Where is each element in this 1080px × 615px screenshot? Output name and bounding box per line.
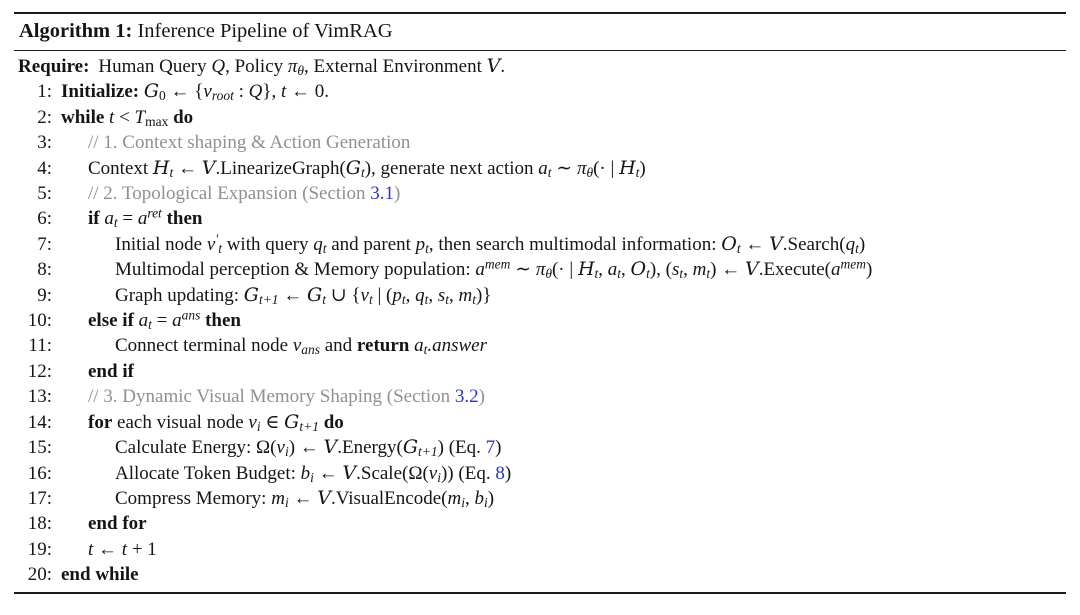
algorithm-title-label: Algorithm 1: — [19, 20, 133, 42]
algo-line-11 — [14, 333, 1066, 358]
subscript: t — [706, 266, 711, 282]
line-number: 8: — [37, 259, 52, 281]
text: ∼ — [551, 157, 577, 179]
subscript: t — [322, 240, 327, 256]
math-var: b — [474, 487, 484, 509]
math-cal: V — [486, 55, 501, 77]
keyword: end while — [61, 564, 139, 586]
math-var: a — [172, 310, 182, 332]
line-content — [61, 283, 491, 308]
subscript: θ — [545, 266, 552, 282]
algo-line-7 — [14, 232, 1066, 257]
subscript: t — [679, 266, 684, 282]
line-number: 13: — [27, 386, 52, 408]
algo-line-6 — [14, 206, 1066, 231]
line-content — [61, 562, 139, 587]
subscript: t — [617, 266, 622, 282]
subscript: t+1 — [299, 418, 319, 434]
text: , — [683, 259, 693, 281]
math-var: a — [137, 208, 148, 230]
math-var: v — [248, 411, 257, 433]
line-number: 6: — [37, 208, 52, 230]
subscript: t — [401, 291, 406, 307]
text: Graph updating: — [115, 284, 244, 306]
subscript: t — [218, 240, 222, 256]
subscript: i — [284, 494, 289, 510]
keyword: return — [356, 335, 410, 357]
math-var: m — [271, 487, 285, 509]
subscript: t — [445, 291, 450, 307]
line-number: 1: — [37, 81, 52, 103]
math-var: v — [276, 437, 285, 459]
text: : — [233, 81, 249, 103]
math-var: p — [392, 284, 402, 306]
line-number: 4: — [37, 157, 52, 179]
math-var: T — [134, 106, 146, 128]
math-var: v — [292, 335, 302, 357]
text: + 1 — [127, 538, 157, 560]
math-cal: G — [345, 156, 361, 179]
line-content — [61, 537, 157, 562]
math-cal: V — [317, 486, 331, 509]
math-var: t — [280, 81, 287, 103]
subscript: i — [483, 494, 488, 510]
require-label: Require: — [18, 56, 90, 77]
math-var: b — [300, 462, 311, 484]
math-cal: V — [323, 436, 338, 459]
line-number: 11: — [28, 335, 52, 357]
math-var: a — [138, 310, 149, 332]
keyword: end for — [88, 513, 147, 535]
math-cal: G — [243, 283, 259, 306]
math-cal: G — [402, 436, 419, 459]
subscript: t — [635, 164, 640, 180]
line-content — [61, 486, 494, 511]
text: Context — [88, 157, 153, 179]
line-number: 16: — [27, 462, 52, 484]
text: ), ( — [649, 259, 672, 281]
math-cal: V — [201, 156, 216, 179]
math-var: π — [576, 157, 587, 179]
superscript: ret — [147, 205, 162, 221]
text: ← 0. — [286, 81, 330, 103]
math-var: m — [692, 259, 707, 281]
keyword: do — [173, 106, 194, 128]
algorithm-box — [14, 12, 1066, 594]
text: with query — [221, 233, 314, 255]
text: ), generate next action — [364, 157, 539, 179]
text: . — [500, 56, 506, 77]
text: ) — [865, 259, 873, 281]
line-content — [61, 181, 400, 206]
line-content — [61, 511, 147, 536]
algo-line-3 — [14, 130, 1066, 155]
math-var: q — [313, 233, 323, 255]
text: ← — [173, 157, 202, 179]
math-cal: G — [284, 410, 300, 433]
text: and parent — [326, 233, 416, 255]
line-content — [61, 130, 410, 155]
line-content — [61, 156, 646, 181]
algorithm-title — [14, 14, 1066, 50]
line-number: 5: — [37, 183, 52, 205]
subscript: t — [646, 266, 650, 282]
math-var: π — [287, 56, 298, 77]
text: .Search( — [782, 233, 846, 255]
algo-line-17 — [14, 486, 1066, 511]
text: .LinearizeGraph( — [215, 157, 346, 179]
text: ) — [858, 233, 866, 255]
comment-text: // 1. Context shaping & Action Generation — [88, 132, 411, 154]
math-var: Q — [248, 81, 263, 103]
algo-line-19 — [14, 537, 1066, 562]
subscript: i — [284, 444, 289, 460]
text: .VisualEncode( — [330, 487, 448, 509]
keyword: end if — [88, 360, 134, 382]
algo-line-18 — [14, 511, 1066, 536]
subscript: θ — [297, 62, 305, 78]
keyword: if — [88, 208, 100, 230]
math-cal: H — [619, 156, 636, 179]
math-cal: O — [721, 232, 737, 255]
text: , then search multimodal information: — [428, 233, 722, 255]
subscript: t — [425, 240, 429, 256]
text: , Policy — [225, 56, 288, 77]
line-number: 10: — [27, 310, 52, 332]
algo-line-2 — [14, 105, 1066, 130]
text: | ( — [372, 284, 393, 306]
section-link-3-2[interactable]: 3.2 — [454, 386, 479, 408]
keyword: else if — [88, 310, 134, 332]
line-number: 9: — [37, 284, 52, 306]
subscript: t — [322, 291, 326, 307]
text: ← — [313, 462, 343, 484]
math-var: a — [414, 335, 424, 357]
algo-line-5 — [14, 181, 1066, 206]
math-var: a — [607, 259, 618, 281]
section-link-3-1[interactable]: 3.1 — [370, 183, 394, 205]
text: .Execute( — [758, 259, 831, 281]
algo-line-9 — [14, 283, 1066, 308]
subscript: t — [547, 164, 552, 180]
line-number: 18: — [27, 513, 52, 535]
line-number: 12: — [27, 360, 52, 382]
math-var: v — [360, 284, 369, 306]
subscript: i — [437, 469, 441, 485]
line-content — [61, 435, 501, 460]
keyword: for — [88, 411, 113, 433]
text: , — [449, 284, 459, 306]
subscript: t — [360, 164, 365, 180]
text: (· | — [551, 259, 578, 281]
line-number: 15: — [27, 437, 52, 459]
require-content — [98, 56, 505, 77]
text: ) ← — [288, 437, 324, 459]
subscript: t — [472, 291, 476, 307]
keyword: then — [166, 208, 203, 230]
eq-link-7[interactable]: 7 — [485, 437, 496, 459]
text: )) (Eq. — [440, 462, 496, 484]
math-cal: V — [744, 258, 759, 281]
text: , — [598, 259, 608, 281]
text: , — [405, 284, 416, 306]
algorithm-lines — [14, 79, 1066, 587]
math-var: t — [121, 538, 128, 560]
keyword: then — [205, 310, 242, 332]
superscript: mem — [484, 256, 511, 272]
require-line — [14, 54, 1066, 79]
subscript: t — [148, 317, 152, 333]
bottom-rule — [14, 592, 1066, 594]
text: ) — [639, 157, 646, 179]
subscript: 0 — [159, 88, 166, 104]
keyword: Initialize: — [61, 81, 140, 103]
text: )} — [476, 284, 492, 306]
subscript: t — [594, 266, 599, 282]
text: ∈ — [260, 411, 285, 433]
algorithm-title-text: Inference Pipeline of VimRAG — [132, 20, 393, 42]
text: and — [319, 335, 357, 357]
keyword: do — [323, 411, 344, 433]
line-number: 20: — [27, 564, 52, 586]
text: = — [151, 310, 173, 332]
text: ) — [495, 437, 502, 459]
text: }, — [262, 81, 281, 103]
math-var: s — [437, 284, 446, 306]
text: (· | — [593, 157, 620, 179]
text: , — [621, 259, 631, 281]
math-var: π — [535, 259, 546, 281]
subscript: root — [211, 88, 234, 104]
math-var: t — [109, 106, 115, 128]
text: ← { — [165, 81, 204, 103]
text: .Energy( — [337, 437, 403, 459]
keyword: while — [61, 106, 105, 128]
algo-line-15 — [14, 435, 1066, 460]
line-content — [61, 257, 872, 282]
line-content — [61, 410, 344, 435]
math-var: m — [447, 487, 462, 509]
text: ← — [278, 284, 308, 306]
text: ∼ — [510, 259, 536, 281]
superscript: ′ — [215, 231, 219, 247]
text: , External Environment — [304, 56, 487, 77]
text: .Scale(Ω( — [356, 462, 429, 484]
text: ) (Eq. — [437, 437, 486, 459]
line-content — [61, 232, 865, 257]
math-var: v — [206, 233, 216, 255]
subscript: i — [310, 469, 314, 485]
math-var: s — [672, 259, 680, 281]
text: Connect terminal node — [115, 335, 293, 357]
math-var: q — [845, 233, 856, 255]
math-var: a — [538, 157, 548, 179]
subscript: θ — [586, 164, 594, 180]
subscript: max — [145, 113, 169, 129]
math-var: Q — [211, 56, 226, 77]
text: ) ← — [710, 259, 745, 281]
text: each visual node — [112, 411, 249, 433]
math-var: .answer — [427, 335, 487, 357]
subscript: t — [736, 240, 741, 256]
line-content — [61, 105, 193, 130]
line-content — [61, 333, 487, 358]
text: , — [464, 487, 475, 509]
math-var: v — [203, 81, 212, 103]
eq-link-8[interactable]: 8 — [495, 462, 505, 484]
math-var: a — [475, 259, 485, 281]
math-var: t — [88, 538, 94, 560]
algo-line-10 — [14, 308, 1066, 333]
text: ∪ { — [325, 284, 361, 306]
math-cal: H — [577, 258, 595, 281]
text: ) — [487, 487, 495, 509]
subscript: i — [256, 418, 261, 434]
line-number: 7: — [37, 233, 52, 255]
text: Calculate Energy: Ω( — [115, 437, 277, 459]
comment-text: // 2. Topological Expansion (Section — [88, 183, 371, 205]
math-var: q — [415, 284, 425, 306]
line-content — [61, 461, 511, 486]
subscript: t — [368, 291, 373, 307]
algo-line-4 — [14, 156, 1066, 181]
text: Compress Memory: — [115, 487, 272, 509]
math-cal: H — [152, 156, 170, 179]
subscript: t — [423, 342, 428, 358]
math-var: a — [104, 208, 114, 230]
math-cal: O — [630, 258, 647, 281]
math-var: p — [415, 233, 426, 255]
comment-text: ) — [478, 386, 485, 408]
comment-text: // 3. Dynamic Visual Memory Shaping (Section — [88, 386, 455, 408]
math-cal: V — [342, 461, 357, 484]
subscript: t — [424, 291, 429, 307]
line-number: 2: — [37, 106, 52, 128]
algo-line-12 — [14, 359, 1066, 384]
text: Allocate Token Budget: — [115, 462, 301, 484]
subscript: t — [169, 164, 174, 180]
math-var: v — [428, 462, 438, 484]
text: ← — [288, 487, 318, 509]
math-var: m — [458, 284, 473, 306]
text: ) — [504, 462, 512, 484]
algo-line-20 — [14, 562, 1066, 587]
math-cal: G — [307, 283, 323, 306]
text: ← — [740, 233, 770, 255]
line-content — [61, 359, 134, 384]
line-content — [61, 206, 202, 231]
text: Multimodal perception & Memory population: — [115, 259, 476, 281]
text: ← — [93, 538, 122, 560]
subscript: ans — [301, 342, 320, 358]
comment-text: ) — [393, 183, 401, 205]
math-cal: V — [769, 232, 783, 255]
subscript: t — [855, 240, 859, 256]
text: < — [114, 106, 135, 128]
subscript: t — [113, 215, 118, 231]
subscript: t+1 — [418, 444, 438, 460]
line-content — [61, 308, 241, 333]
subscript: i — [461, 494, 465, 510]
algo-line-13 — [14, 384, 1066, 409]
line-content — [61, 79, 329, 104]
line-content — [61, 384, 485, 409]
text: = — [117, 208, 138, 230]
superscript: mem — [840, 256, 866, 272]
algorithm-body — [14, 51, 1066, 592]
line-number: 17: — [27, 487, 52, 509]
math-var: a — [830, 259, 841, 281]
line-number: 19: — [27, 538, 52, 560]
algo-line-8 — [14, 257, 1066, 282]
math-cal: G — [143, 80, 160, 103]
text: Human Query — [98, 56, 212, 77]
line-number: 3: — [37, 132, 52, 154]
superscript: ans — [181, 307, 201, 323]
line-number: 14: — [27, 411, 52, 433]
algo-line-14 — [14, 410, 1066, 435]
subscript: t+1 — [258, 291, 279, 307]
algo-line-1 — [14, 79, 1066, 104]
text: , — [428, 284, 438, 306]
algo-line-16 — [14, 461, 1066, 486]
text: Initial node — [115, 233, 207, 255]
